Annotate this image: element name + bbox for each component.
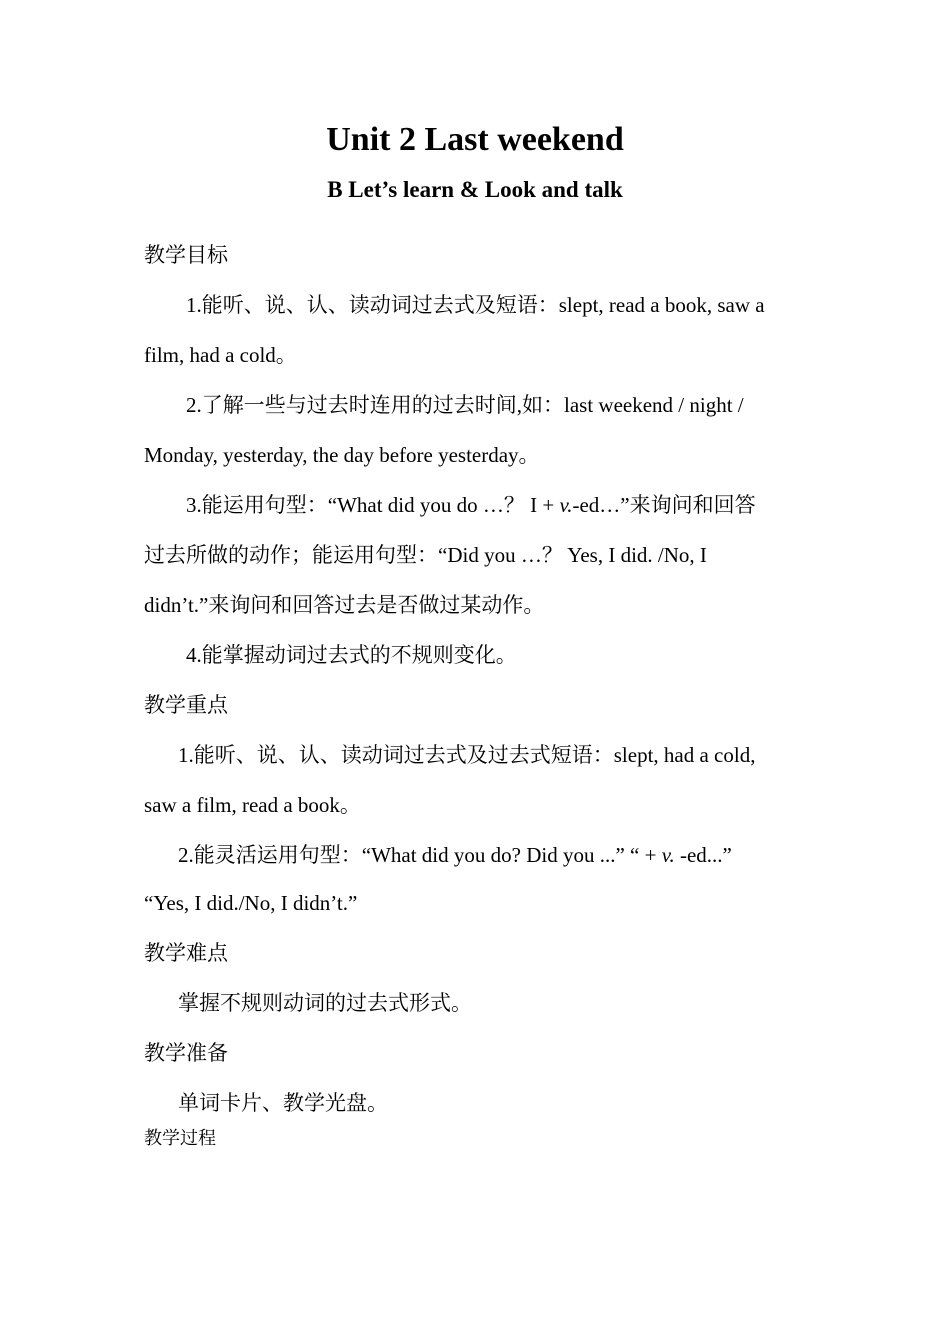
preparation-heading: 教学准备 [144,1041,228,1065]
preparation-text: 单词卡片、教学光盘。 [178,1091,388,1115]
key-point-2-line-1 [178,840,732,870]
process-heading: 教学过程 [144,1128,216,1149]
objective-1-line-2: film, had a cold。 [144,343,297,367]
objective-2-line-2: Monday, yesterday, the day before yesterday。 [144,443,540,467]
key-points-heading: 教学重点 [144,693,228,717]
objective-4: 4.能掌握动词过去式的不规则变化。 [186,643,517,667]
objective-3-line-1 [186,490,756,520]
key-point-2-text-b: -ed...” [674,843,732,867]
objective-3-line-3: didn’t.”来询问和回答过去是否做过某动作。 [144,593,545,617]
difficulties-heading: 教学难点 [144,941,228,965]
key-point-1-line-1: 1.能听、说、认、读动词过去式及过去式短语：slept, had a cold, [178,743,756,767]
objective-2-line-1: 2.了解一些与过去时连用的过去时间,如：last weekend / night / [186,393,744,417]
key-point-2-verb: v. [661,843,675,867]
key-point-2-text-a: 2.能灵活运用句型：“What did you do? Did you ...” “ + [178,843,662,867]
key-point-1-line-2: saw a film, read a book。 [144,793,361,817]
objective-3-line-2: 过去所做的动作；能运用句型：“Did you …？ Yes, I did. /No, I [144,543,707,567]
difficulties-text: 掌握不规则动词的过去式形式。 [178,991,472,1015]
objective-3-text-a: 3.能运用句型：“What did you do …？ I + [186,493,560,517]
objective-1-line-1: 1.能听、说、认、读动词过去式及短语：slept, read a book, saw a [186,293,765,317]
objective-3-text-b: -ed…”来询问和回答 [572,493,756,517]
key-point-2-line-2: “Yes, I did./No, I didn’t.” [144,891,358,915]
document-subtitle: B Let’s learn & Look and talk [327,177,623,202]
objective-3-verb: v. [559,493,573,517]
document-title: Unit 2 Last weekend [326,121,624,158]
objectives-heading: 教学目标 [144,243,228,267]
